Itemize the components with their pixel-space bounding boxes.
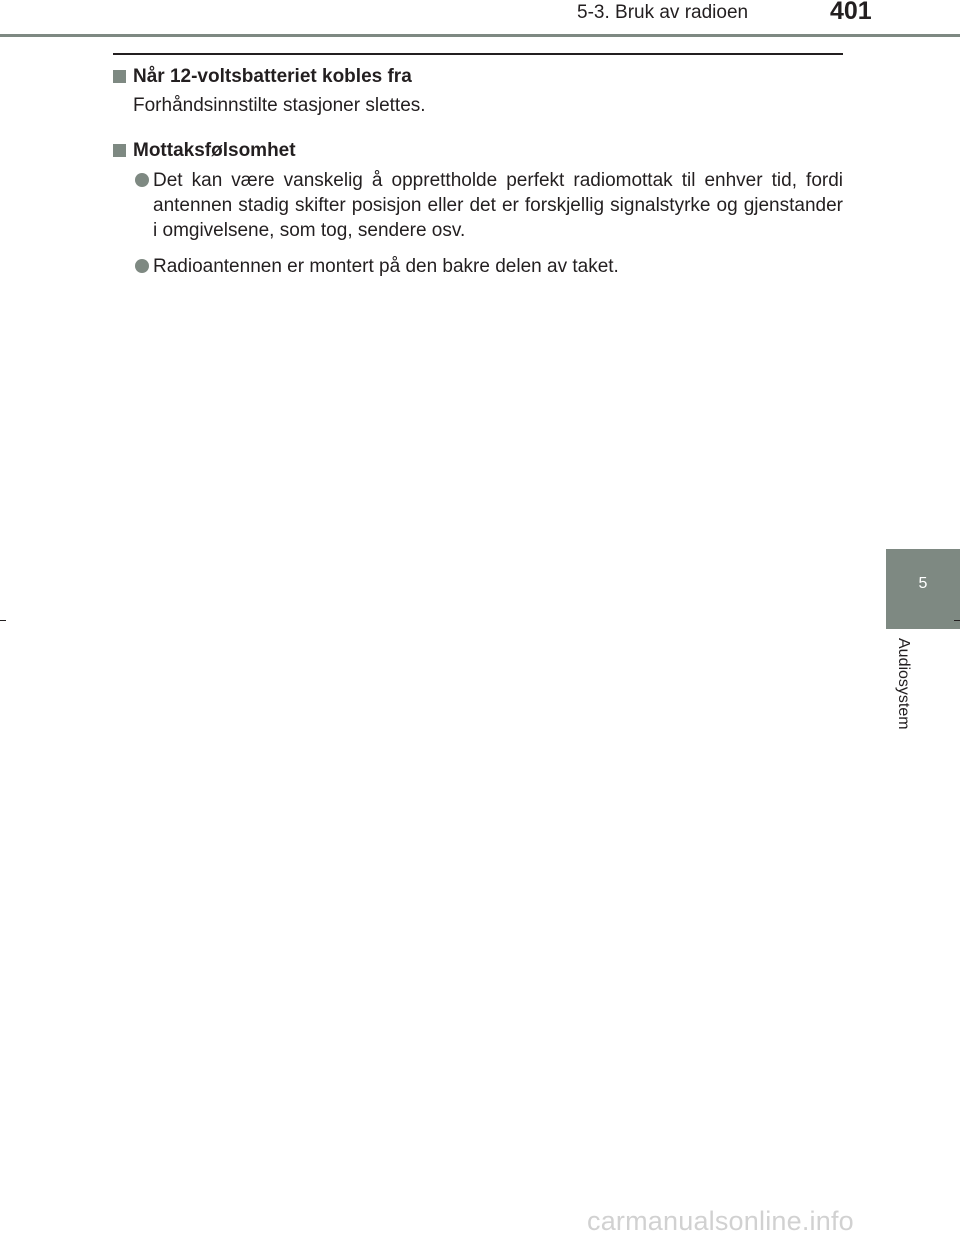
section-heading-text: Når 12-voltsbatteriet kobles fra [133,66,412,87]
circle-bullet-icon [135,259,149,273]
chapter-tab [886,549,960,629]
section-heading [113,64,843,89]
crop-mark-left [0,620,6,621]
square-bullet-icon [113,70,126,83]
page-number: 401 [830,0,872,25]
section-battery-disconnect [113,64,843,118]
content-top-rule [113,53,843,55]
list-item-text: Radioantennen er montert på den bakre delen av taket. [153,256,619,277]
section-heading [113,138,843,163]
crop-mark-right [954,620,960,621]
bullet-list [113,168,843,279]
circle-bullet-icon [135,173,149,187]
list-item [113,168,843,243]
square-bullet-icon [113,144,126,157]
section-reception-sensitivity [113,138,843,279]
chapter-number: 5 [918,575,928,592]
section-paragraph: Forhåndsinnstilte stasjoner slettes. [133,95,426,116]
page-content [113,64,843,279]
header-section-title: 5-3. Bruk av radioen [577,2,749,23]
section-heading-text: Mottaksfølsomhet [133,140,296,161]
watermark: carmanualsonline.info [587,1206,854,1236]
list-item [113,254,843,279]
list-item-text: Det kan være vanskelig å opprettholde perfekt radiomottak til enhver tid, fordi antennen stadig skifter posisjon eller det er forskjellig signalstyrke og gjenstander i omgivelsene, som tog, sendere osv. [153,170,843,241]
chapter-title: Audiosystem [895,638,912,730]
header-rule [0,34,960,37]
